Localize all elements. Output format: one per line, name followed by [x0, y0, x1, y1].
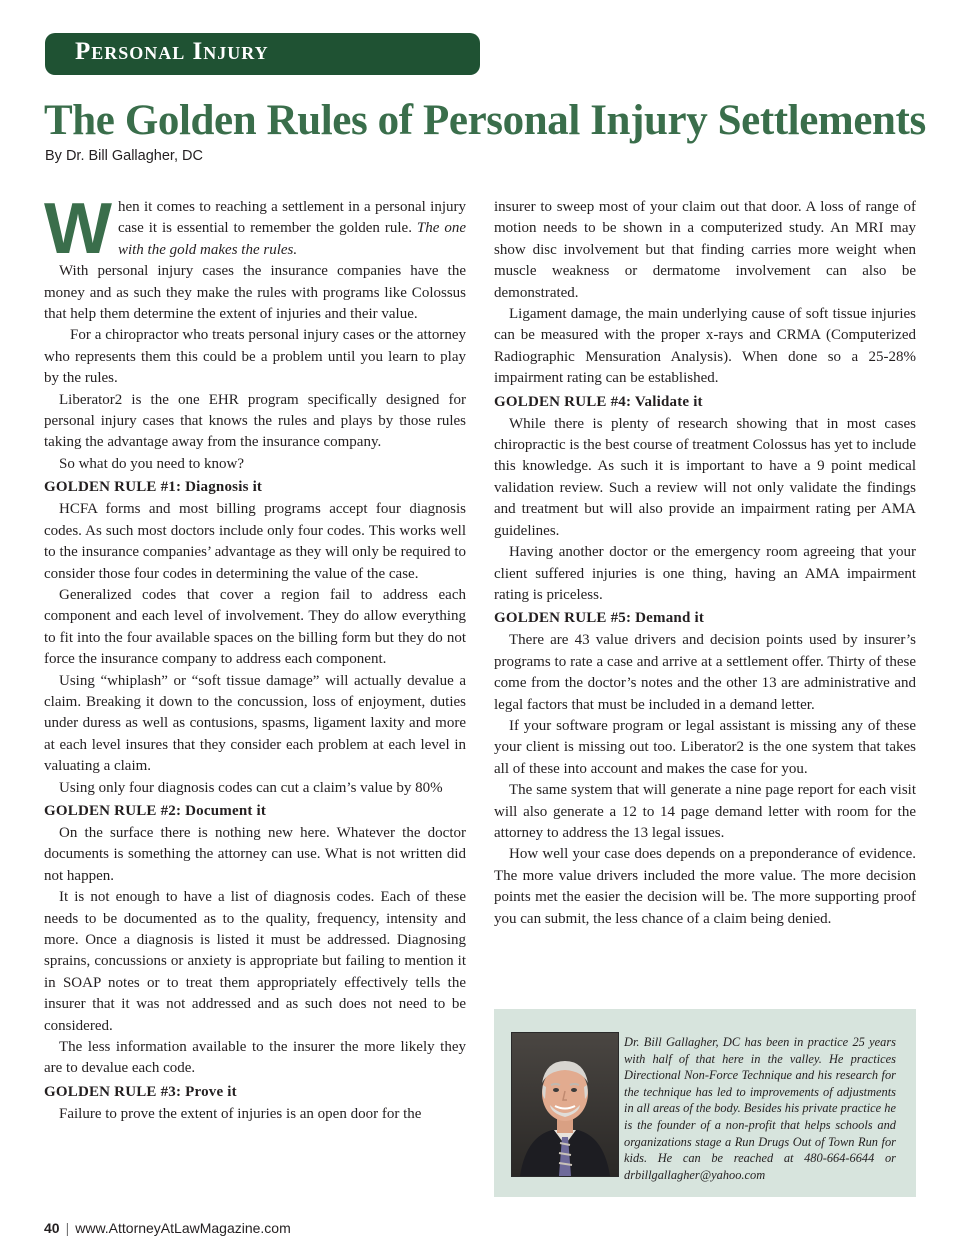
author-photo	[511, 1032, 619, 1177]
paragraph: Using “whiplash” or “soft tissue damage” will actually devalue a claim. Breaking it down to the concussion, loss of enjoyment, duties under duress as well as contusions, spasms, ligament laxity and more at each level insures that they consider each problem at each level in valuating a claim.	[44, 672, 466, 775]
paragraph: Ligament damage, the main underlying cause of soft tissue injuries can be measured with the proper x-rays and CRMA (Computerized Radiographic Mensuration Analysis). When done so a 25-28% impairment rating can be established.	[494, 306, 916, 387]
rule-1-heading: GOLDEN RULE #1: Diagnosis it	[44, 479, 263, 496]
paragraph: While there is plenty of research showing that in most cases chiropractic is the best course of treatment Colossus has yet to include this knowledge. As such it is important to have a 9 point medical validation review. Such a review will not only validate the findings and treatment but will also provide an impairment rating per AMA guidelines.	[494, 415, 916, 539]
paragraph: With personal injury cases the insurance companies have the money and as such they make the rules with programs like Colossus that help them determine the extent of injuries and their value.	[44, 263, 466, 323]
intro-text: hen it comes to reaching a settlement in a personal injury case it is essential to remember the golden rule.	[117, 199, 466, 237]
paragraph: There are 43 value drivers and decision points used by insurer’s programs to rate a case and arrive at a settlement offer. Thirty of these come from the doctor’s notes and the other 13 are administrative and legal factors that must be included in a demand letter.	[494, 632, 916, 713]
paragraph: Having another doctor or the emergency room agreeing that your client suffered injuries is one thing, having an AMA impairment rating is priceless.	[494, 544, 916, 603]
paragraph: The same system that will generate a nine page report for each visit will also generate a 12 to 14 page demand letter with room for the attorney to address the 13 legal issues.	[494, 782, 916, 841]
section-label: Personal Injury	[75, 38, 269, 65]
intro-paragraph	[44, 189, 466, 269]
drop-cap: W	[44, 189, 112, 269]
paragraph: How well your case does depends on a preponderance of evidence. The more value drivers included the more value. The more decision points met the easier the decision will be. The more supporting proof you can submit, the less chance of a claim being denied.	[494, 846, 916, 927]
paragraph: On the surface there is nothing new here. Whatever the doctor documents is something the attorney can use. What is not written did not happen.	[44, 824, 466, 884]
paragraph: insurer to sweep most of your claim out that door. A loss of range of motion needs to be shown in a computerized study. An MRI may show disc involvement but that finding carries more weight when muscle weakness or dermatome involvement can also be demonstrated.	[494, 199, 916, 301]
author-portrait-icon	[512, 1033, 618, 1176]
right-column	[494, 197, 916, 930]
rule-5-heading: GOLDEN RULE #5: Demand it	[494, 610, 705, 627]
left-column	[44, 189, 466, 1125]
rule-3-heading: GOLDEN RULE #3: Prove it	[44, 1083, 237, 1100]
paragraph: Generalized codes that cover a region fail to address each component and each level of involvement. They do allow everything to fit into the four available spaces on the billing form but they do not force the insurance company to address each component.	[44, 586, 466, 668]
page-number: 40	[44, 1220, 60, 1236]
paragraph: For a chiropractor who treats personal injury cases or the attorney who represents them this could be a problem until you learn to play by the rules.	[44, 327, 466, 387]
paragraph: HCFA forms and most billing programs accept four diagnosis codes. As such most doctors include only four codes. This works well to the insurance companies’ advantage as they will only be required to consider those four codes in determining the value of the case.	[44, 501, 466, 582]
byline: By Dr. Bill Gallagher, DC	[45, 148, 203, 164]
paragraph: If your software program or legal assistant is missing any of these your client is missing out too. Liberator2 is the one system that takes all of these into account and makes the case for you.	[494, 717, 916, 777]
intro-italic-quote: The one with the gold makes the rules.	[117, 220, 466, 258]
footer-separator: |	[65, 1220, 70, 1236]
author-bio-box	[494, 1009, 916, 1197]
section-banner	[45, 33, 480, 75]
paragraph: Using only four diagnosis codes can cut a claim’s value by 80%	[59, 779, 443, 796]
website-link[interactable]: www.AttorneyAtLawMagazine.com	[75, 1220, 291, 1236]
rule-2-heading: GOLDEN RULE #2: Document it	[44, 802, 267, 819]
paragraph: The less information available to the insurer the more likely they are to devalue each code.	[44, 1039, 466, 1077]
paragraph: It is not enough to have a list of diagnosis codes. Each of these needs to be documented as to the quality, frequency, intensity and more. Once a diagnosis is listed it must be addressed. Diagnosing sprains, concussions or anxiety is appropriate but failing to mention it in SOAP notes or to treat them appropriately effectively tells the insurer that it was not addressed and as such does not need to be considered.	[44, 889, 466, 1034]
article-title: The Golden Rules of Personal Injury Settlements	[44, 97, 926, 144]
paragraph: So what do you need to know?	[59, 455, 244, 472]
rule-4-heading: GOLDEN RULE #4: Validate it	[494, 393, 703, 410]
paragraph: Liberator2 is the one EHR program specifically designed for personal injury cases that knows the rules and plays by those rules taking the advantage away from the insurance company.	[44, 391, 466, 451]
paragraph: Failure to prove the extent of injuries is an open door for the	[59, 1105, 422, 1122]
page-footer	[44, 1220, 291, 1236]
author-bio-text: Dr. Bill Gallagher, DC has been in practice 25 years with half of that here in the valley. He practices Directional Non-Force Technique and his research for the technique has led to improvements of adjustments in all areas of the body. Besides his private practice he is the founder of a non-profit that helps schools and organizations stage a Run Drugs Out of Town Run for kids. He can be reached at 480-664-6644 or drbillgallagher@yahoo.com	[624, 1035, 896, 1182]
